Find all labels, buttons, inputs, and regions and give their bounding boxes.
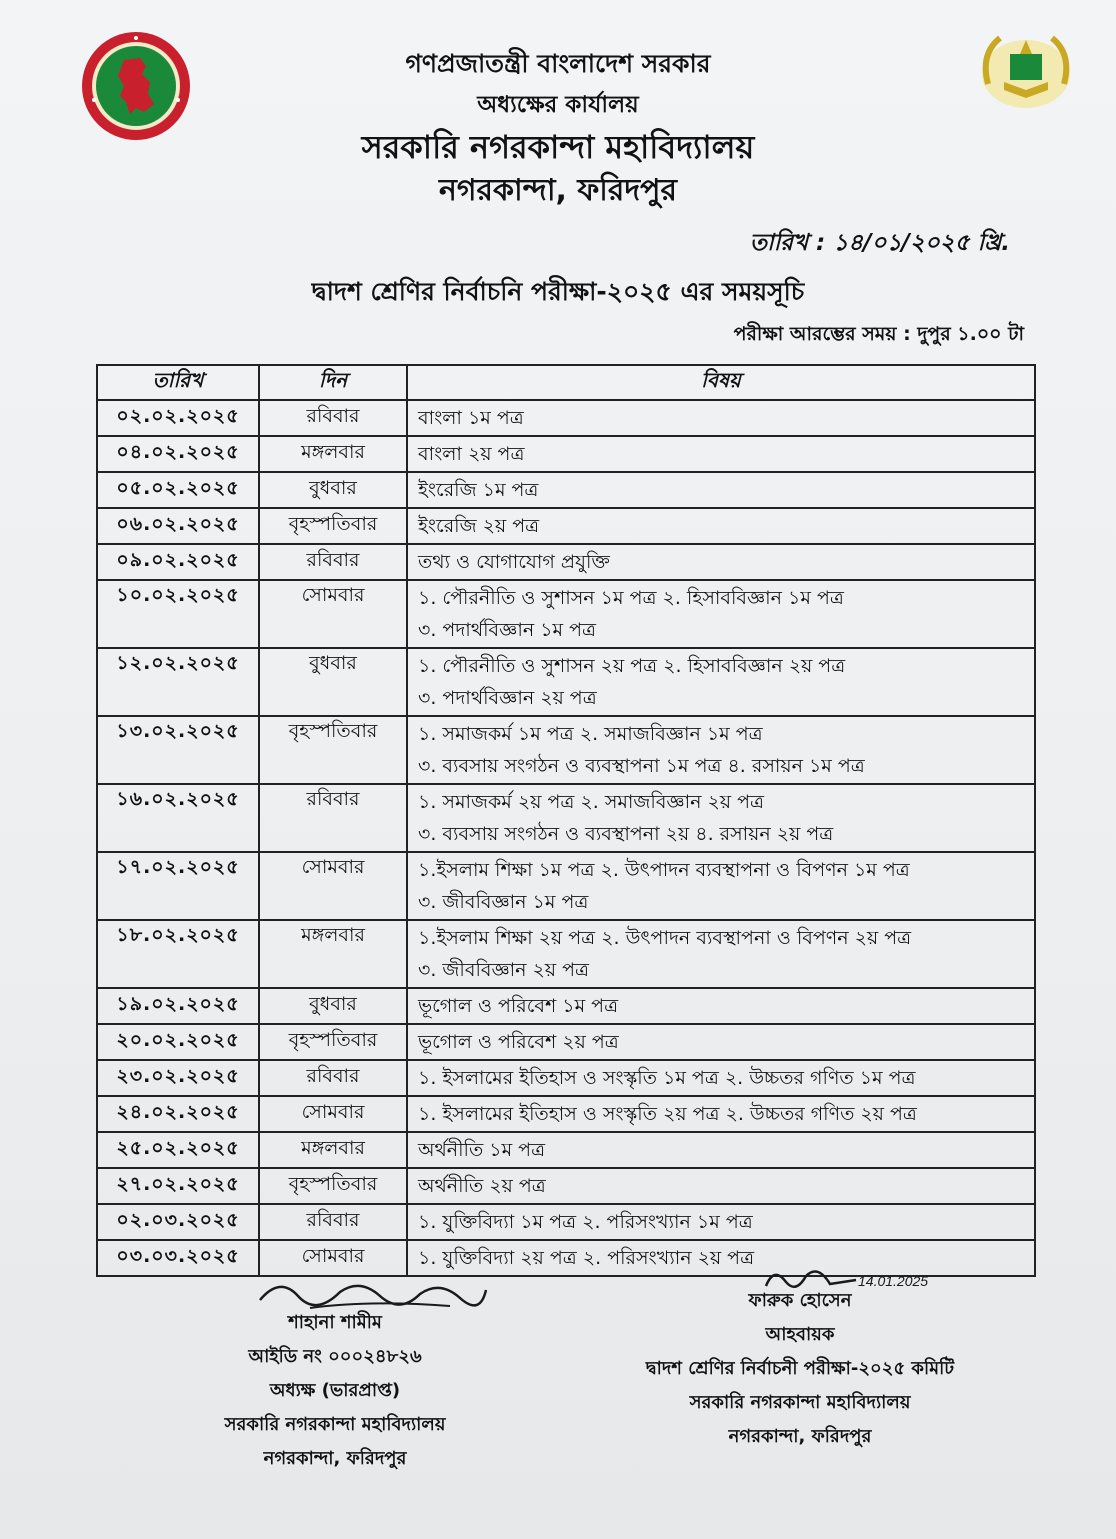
cell-date: ১৭.০২.২০২৫ bbox=[97, 852, 259, 920]
subject-line: ১. ইসলামের ইতিহাস ও সংস্কৃতি ২য় পত্র ২. উচ্চতর গণিত ২য় পত্র bbox=[418, 1103, 917, 1125]
cell-subject bbox=[407, 400, 1035, 436]
cell-subject bbox=[407, 1024, 1035, 1060]
office-line: অধ্যক্ষের কার্যালয় bbox=[477, 92, 639, 118]
table-row bbox=[97, 648, 1035, 716]
table-row bbox=[97, 988, 1035, 1024]
subject-line: ইংরেজি ১ম পত্র bbox=[418, 479, 539, 501]
cell-subject bbox=[407, 988, 1035, 1024]
subject-line: ৩. ব্যবসায় সংগঠন ও ব্যবস্থাপনা ২য় ৪. রসায়ন ২য় পত্র bbox=[418, 823, 834, 845]
cell-subject bbox=[407, 1240, 1035, 1276]
cell-day: রবিবার bbox=[259, 544, 407, 580]
cell-day: বৃহস্পতিবার bbox=[259, 1168, 407, 1204]
table-row bbox=[97, 436, 1035, 472]
convener-signature-block bbox=[610, 1284, 990, 1454]
table-row bbox=[97, 1132, 1035, 1168]
subject-line: ১.ইসলাম শিক্ষা ১ম পত্র ২. উৎপাদন ব্যবস্থাপনা ও বিপণন ১ম পত্র bbox=[418, 859, 910, 881]
cell-day: রবিবার bbox=[259, 1204, 407, 1240]
college-location: নগরকান্দা, ফরিদপুর bbox=[438, 173, 677, 208]
cell-day: বুধবার bbox=[259, 472, 407, 508]
subject-line: ৩. জীববিজ্ঞান ২য় পত্র bbox=[418, 959, 589, 981]
cell-day: সোমবার bbox=[259, 580, 407, 648]
subject-line: ১. ইসলামের ইতিহাস ও সংস্কৃতি ১ম পত্র ২. উচ্চতর গণিত ১ম পত্র bbox=[418, 1067, 916, 1089]
cell-subject bbox=[407, 544, 1035, 580]
exam-schedule-table bbox=[96, 364, 1036, 1277]
header-day: দিন bbox=[259, 365, 407, 400]
table-row bbox=[97, 508, 1035, 544]
subject-line: ১.ইসলাম শিক্ষা ২য় পত্র ২. উৎপাদন ব্যবস্থাপনা ও বিপণন ২য় পত্র bbox=[418, 927, 912, 949]
cell-date: ১৮.০২.২০২৫ bbox=[97, 920, 259, 988]
subject-line: ১. পৌরনীতি ও সুশাসন ২য় পত্র ২. হিসাববিজ্ঞান ২য় পত্র bbox=[418, 655, 846, 677]
table-row bbox=[97, 472, 1035, 508]
cell-subject bbox=[407, 784, 1035, 852]
cell-day: বৃহস্পতিবার bbox=[259, 1024, 407, 1060]
convener-college: সরকারি নগরকান্দা মহাবিদ্যালয় bbox=[689, 1392, 911, 1413]
table-row bbox=[97, 852, 1035, 920]
cell-day: রবিবার bbox=[259, 784, 407, 852]
convener-location: নগরকান্দা, ফরিদপুর bbox=[728, 1426, 872, 1447]
cell-subject bbox=[407, 580, 1035, 648]
cell-date: ০২.০২.২০২৫ bbox=[97, 400, 259, 436]
cell-date: ০৫.০২.২০২৫ bbox=[97, 472, 259, 508]
exam-start-time: পরীক্ষা আরম্ভের সময় : দুপুর ১.০০ টা bbox=[733, 323, 1024, 345]
cell-date: ১২.০২.২০২৫ bbox=[97, 648, 259, 716]
cell-date: ০৪.০২.২০২৫ bbox=[97, 436, 259, 472]
cell-subject bbox=[407, 648, 1035, 716]
cell-subject bbox=[407, 920, 1035, 988]
cell-subject bbox=[407, 716, 1035, 784]
cell-date: ০৬.০২.২০২৫ bbox=[97, 508, 259, 544]
cell-date: ১৩.০২.২০২৫ bbox=[97, 716, 259, 784]
cell-date: ২৫.০২.২০২৫ bbox=[97, 1132, 259, 1168]
cell-day: সোমবার bbox=[259, 1240, 407, 1276]
cell-date: ১০.০২.২০২৫ bbox=[97, 580, 259, 648]
cell-day: রবিবার bbox=[259, 400, 407, 436]
table-row bbox=[97, 1204, 1035, 1240]
cell-subject bbox=[407, 508, 1035, 544]
subject-line: ১. সমাজকর্ম ২য় পত্র ২. সমাজবিজ্ঞান ২য় পত্র bbox=[418, 791, 764, 813]
subject-line: ১. পৌরনীতি ও সুশাসন ১ম পত্র ২. হিসাববিজ্ঞান ১ম পত্র bbox=[418, 587, 844, 609]
convener-designation: আহবায়ক bbox=[765, 1324, 835, 1345]
cell-subject bbox=[407, 1132, 1035, 1168]
subject-line: ১. সমাজকর্ম ১ম পত্র ২. সমাজবিজ্ঞান ১ম পত্র bbox=[418, 723, 763, 745]
principal-college: সরকারি নগরকান্দা মহাবিদ্যালয় bbox=[224, 1414, 446, 1435]
subject-line: অর্থনীতি ২য় পত্র bbox=[418, 1175, 546, 1197]
cell-date: ১৯.০২.২০২৫ bbox=[97, 988, 259, 1024]
cell-date: ১৬.০২.২০২৫ bbox=[97, 784, 259, 852]
cell-date: ২৩.০২.২০২৫ bbox=[97, 1060, 259, 1096]
cell-day: মঙ্গলবার bbox=[259, 436, 407, 472]
subject-line: ৩. জীববিজ্ঞান ১ম পত্র bbox=[418, 891, 589, 913]
principal-name: শাহানা শামীম bbox=[288, 1312, 382, 1333]
table-row bbox=[97, 1096, 1035, 1132]
college-name: সরকারি নগরকান্দা মহাবিদ্যালয় bbox=[361, 128, 755, 166]
subject-line: বাংলা ২য় পত্র bbox=[418, 443, 525, 465]
convener-name: ফারুক হোসেন bbox=[748, 1290, 852, 1311]
cell-day: মঙ্গলবার bbox=[259, 920, 407, 988]
cell-subject bbox=[407, 436, 1035, 472]
subject-line: তথ্য ও যোগাযোগ প্রযুক্তি bbox=[418, 551, 610, 573]
subject-line: বাংলা ১ম পত্র bbox=[418, 407, 524, 429]
subject-line: ইংরেজি ২য় পত্র bbox=[418, 515, 540, 537]
table-header-row bbox=[97, 365, 1035, 400]
cell-date: ২৪.০২.২০২৫ bbox=[97, 1096, 259, 1132]
table-row bbox=[97, 580, 1035, 648]
cell-date: ০২.০৩.২০২৫ bbox=[97, 1204, 259, 1240]
subject-line: ৩. ব্যবসায় সংগঠন ও ব্যবস্থাপনা ১ম পত্র ৪. রসায়ন ১ম পত্র bbox=[418, 755, 865, 777]
cell-date: ২০.০২.২০২৫ bbox=[97, 1024, 259, 1060]
issue-date: তারিখ : ১৪/০১/২০২৫ খ্রি. bbox=[749, 230, 1010, 256]
cell-date: ০৯.০২.২০২৫ bbox=[97, 544, 259, 580]
table-row bbox=[97, 1024, 1035, 1060]
cell-day: বুধবার bbox=[259, 988, 407, 1024]
cell-day: মঙ্গলবার bbox=[259, 1132, 407, 1168]
cell-day: সোমবার bbox=[259, 852, 407, 920]
cell-day: রবিবার bbox=[259, 1060, 407, 1096]
principal-location: নগরকান্দা, ফরিদপুর bbox=[263, 1448, 407, 1469]
cell-subject bbox=[407, 1168, 1035, 1204]
cell-date: ২৭.০২.২০২৫ bbox=[97, 1168, 259, 1204]
header-subject: বিষয় bbox=[407, 365, 1035, 400]
table-row bbox=[97, 1168, 1035, 1204]
document-title: দ্বাদশ শ্রেণির নির্বাচনি পরীক্ষা-২০২৫ এর সময়সূচি bbox=[311, 277, 805, 306]
cell-day: বৃহস্পতিবার bbox=[259, 508, 407, 544]
principal-signature-block bbox=[180, 1306, 490, 1476]
cell-subject bbox=[407, 1096, 1035, 1132]
cell-day: সোমবার bbox=[259, 1096, 407, 1132]
header-date: তারিখ bbox=[97, 365, 259, 400]
subject-line: ভূগোল ও পরিবেশ ২য় পত্র bbox=[418, 1031, 619, 1053]
cell-subject bbox=[407, 852, 1035, 920]
convener-committee: দ্বাদশ শ্রেণির নির্বাচনী পরীক্ষা-২০২৫ কমিটি bbox=[645, 1358, 955, 1379]
subject-line: ১. যুক্তিবিদ্যা ২য় পত্র ২. পরিসংখ্যান ২য় পত্র bbox=[418, 1247, 755, 1269]
cell-subject bbox=[407, 1060, 1035, 1096]
cell-day: বৃহস্পতিবার bbox=[259, 716, 407, 784]
table-row bbox=[97, 1060, 1035, 1096]
principal-id: আইডি নং ০০০২৪৮২৬ bbox=[248, 1346, 422, 1367]
principal-designation: অধ্যক্ষ (ভারপ্রাপ্ত) bbox=[269, 1380, 401, 1401]
subject-line: ভূগোল ও পরিবেশ ১ম পত্র bbox=[418, 995, 619, 1017]
cell-subject bbox=[407, 472, 1035, 508]
table-row bbox=[97, 716, 1035, 784]
cell-subject bbox=[407, 1204, 1035, 1240]
subject-line: ৩. পদার্থবিজ্ঞান ২য় পত্র bbox=[418, 687, 597, 709]
table-row bbox=[97, 784, 1035, 852]
government-line: গণপ্রজাতন্ত্রী বাংলাদেশ সরকার bbox=[405, 49, 711, 78]
svg-text:14.01.2025: 14.01.2025 bbox=[858, 1273, 929, 1289]
cell-day: বুধবার bbox=[259, 648, 407, 716]
table-row bbox=[97, 920, 1035, 988]
table-row bbox=[97, 400, 1035, 436]
subject-line: ৩. পদার্থবিজ্ঞান ১ম পত্র bbox=[418, 619, 596, 641]
cell-date: ০৩.০৩.২০২৫ bbox=[97, 1240, 259, 1276]
table-row bbox=[97, 544, 1035, 580]
subject-line: ১. যুক্তিবিদ্যা ১ম পত্র ২. পরিসংখ্যান ১ম পত্র bbox=[418, 1211, 753, 1233]
subject-line: অর্থনীতি ১ম পত্র bbox=[418, 1139, 546, 1161]
